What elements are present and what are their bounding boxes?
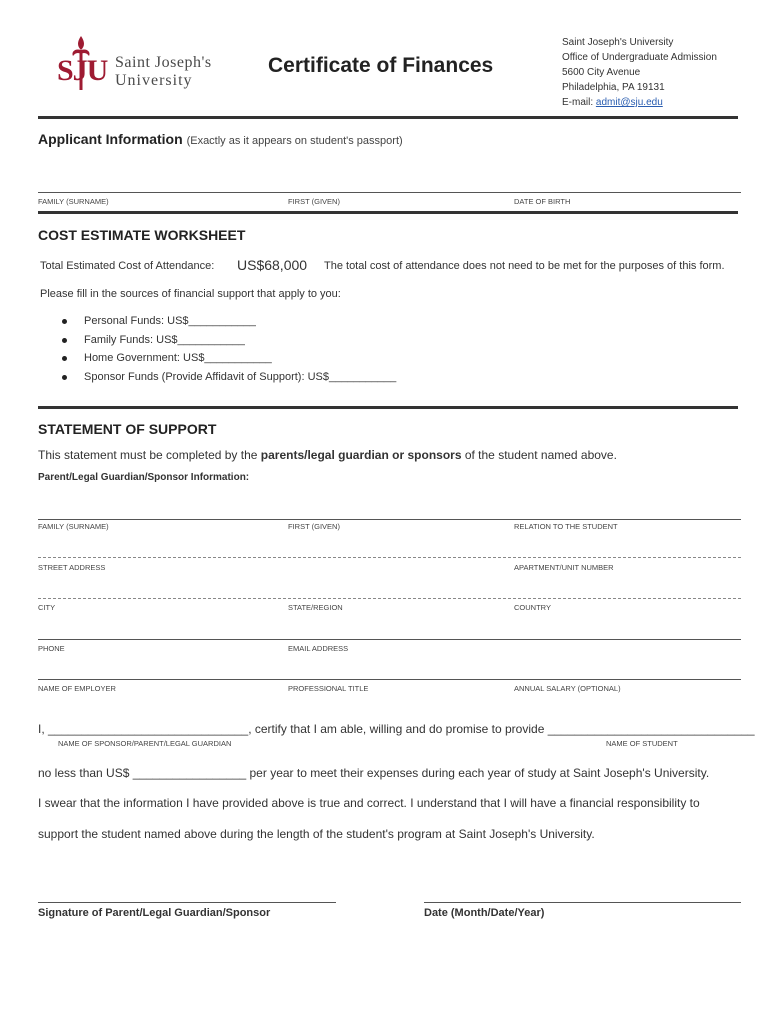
applicant-field-line[interactable] [38, 192, 741, 193]
email-link[interactable]: admit@sju.edu [595, 97, 663, 108]
list-item[interactable]: Family Funds: US$___________ [60, 334, 396, 353]
field-family-label: FAMILY (SURNAME) [38, 197, 109, 206]
statement-intro [38, 448, 617, 462]
sponsor-name-caption: NAME OF SPONSOR/PARENT/LEGAL GUARDIAN [58, 739, 232, 748]
list-item[interactable]: Personal Funds: US$___________ [60, 315, 396, 334]
date-line[interactable] [424, 902, 741, 903]
statement-intro-pre: This statement must be completed by the [38, 448, 261, 462]
professional-title-label: PROFESSIONAL TITLE [288, 684, 369, 693]
amount-line[interactable]: no less than US$ _________________ per year to meet their expenses during each year of study at Saint Joseph's University. [38, 766, 710, 780]
office-address [562, 35, 717, 110]
signature-line[interactable] [38, 902, 336, 903]
email-address-label: EMAIL ADDRESS [288, 644, 349, 653]
email-label: E-mail: [562, 97, 596, 108]
university-logo [55, 34, 235, 92]
sponsor-relation-label: RELATION TO THE STUDENT [514, 522, 618, 531]
apartment-label: APARTMENT/UNIT NUMBER [514, 563, 614, 572]
sponsor-name-line[interactable] [38, 519, 741, 520]
applicant-subheading: (Exactly as it appears on student's passport) [186, 135, 403, 147]
street-label: STREET ADDRESS [38, 563, 106, 572]
signature-label: Signature of Parent/Legal Guardian/Sponsor [38, 907, 271, 919]
applicant-heading-text: Applicant Information [38, 131, 183, 147]
statement-intro-bold: parents/legal guardian or sponsors [260, 448, 462, 462]
applicant-heading [38, 131, 403, 147]
logo-mark-text: SJU [57, 54, 108, 87]
sponsor-info-label: Parent/Legal Guardian/Sponsor Information: [38, 472, 250, 483]
total-cost-note: The total cost of attendance does not need to be met for the purposes of this form. [324, 260, 725, 272]
total-cost-label: Total Estimated Cost of Attendance: [40, 260, 215, 272]
field-first-label: FIRST (GIVEN) [288, 197, 340, 206]
cost-divider [38, 406, 738, 409]
sponsor-first-label: FIRST (GIVEN) [288, 522, 340, 531]
field-dob-label: DATE OF BIRTH [514, 197, 571, 206]
street-line[interactable] [38, 557, 741, 558]
phone-label: PHONE [38, 644, 65, 653]
date-label: Date (Month/Date/Year) [424, 907, 545, 919]
address-line-2: Office of Undergraduate Admission [562, 52, 717, 63]
city-line[interactable] [38, 598, 741, 599]
fill-in-instruction: Please fill in the sources of financial support that apply to you: [40, 288, 341, 300]
applicant-divider [38, 211, 738, 214]
statement-heading: STATEMENT OF SUPPORT [38, 421, 217, 437]
sponsor-family-label: FAMILY (SURNAME) [38, 522, 109, 531]
document-title: Certificate of Finances [268, 54, 494, 77]
address-email-row [562, 95, 717, 110]
statement-intro-post: of the student named above. [461, 448, 617, 462]
employer-line[interactable] [38, 679, 741, 680]
annual-salary-label: ANNUAL SALARY (OPTIONAL) [514, 684, 621, 693]
logo-line-2: University [115, 72, 193, 89]
state-label: STATE/REGION [288, 603, 343, 612]
header-divider [38, 116, 738, 119]
cost-heading: COST ESTIMATE WORKSHEET [38, 227, 246, 243]
list-item[interactable]: Home Government: US$___________ [60, 352, 396, 371]
list-item[interactable]: Sponsor Funds (Provide Affidavit of Support): US$___________ [60, 371, 396, 390]
address-line-4: Philadelphia, PA 19131 [562, 82, 665, 93]
country-label: COUNTRY [514, 603, 551, 612]
address-line-1: Saint Joseph's University [562, 37, 674, 48]
phone-line[interactable] [38, 639, 741, 640]
certify-line[interactable]: I, ______________________________, certify that I am able, willing and do promise to provide _______________________________ [38, 722, 755, 736]
total-cost-value: US$68,000 [237, 257, 308, 273]
swear-line: I swear that the information I have provided above is true and correct. I understand that I will have a financial responsibility to [38, 796, 700, 810]
address-line-3: 5600 City Avenue [562, 67, 641, 78]
student-name-caption: NAME OF STUDENT [606, 739, 678, 748]
employer-label: NAME OF EMPLOYER [38, 684, 116, 693]
funding-sources-list [60, 315, 396, 389]
city-label: CITY [38, 603, 56, 612]
logo-line-1: Saint Joseph's [115, 54, 212, 71]
support-line: support the student named above during the length of the student's program at Saint Joseph's University. [38, 827, 595, 841]
